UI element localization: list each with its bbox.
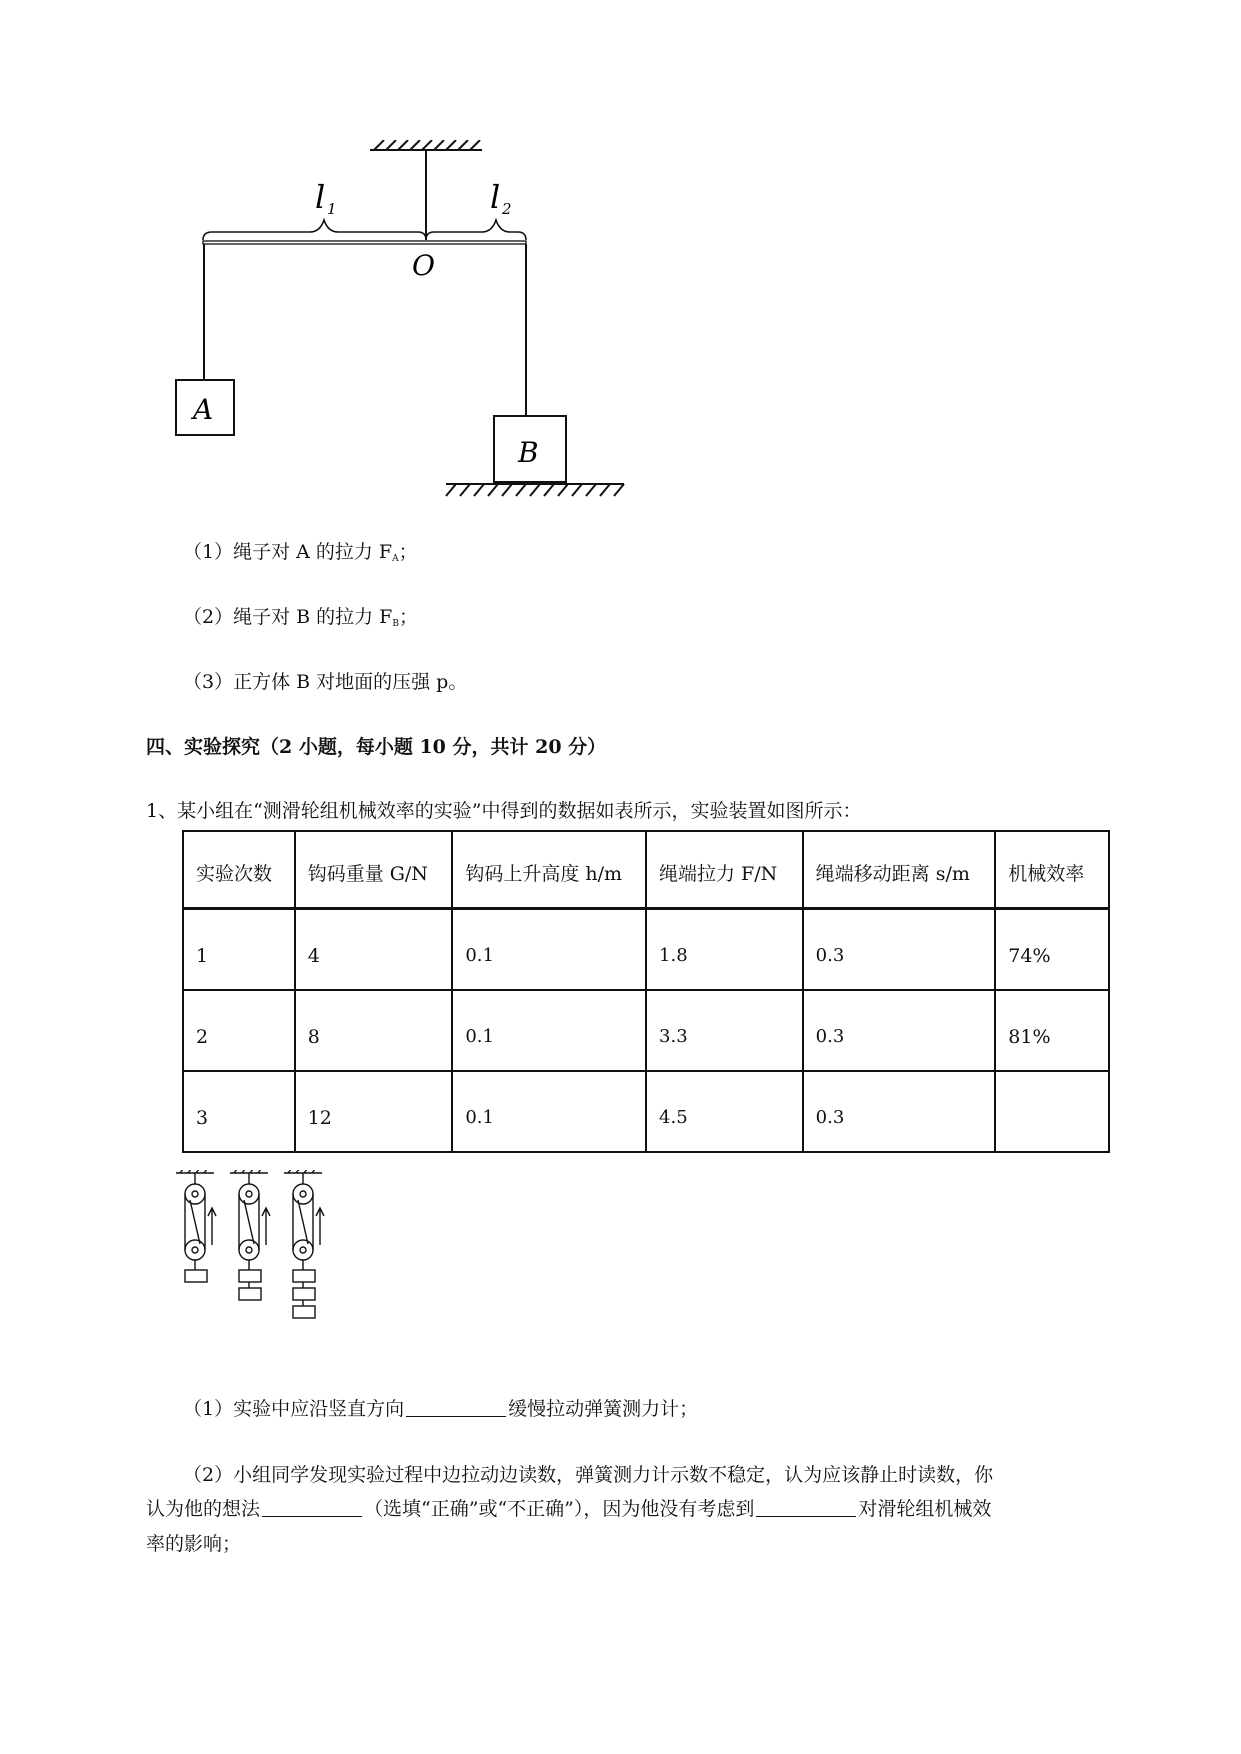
question-2-sub: B [392, 619, 399, 629]
lever-bar [203, 241, 526, 244]
header-weight: 钩码重量 G/N [295, 831, 453, 909]
table-cell: 0.3 [803, 1071, 996, 1152]
label-l2-sub: 2 [502, 200, 512, 218]
pulley-diagram [176, 1170, 346, 1360]
label-o: O [412, 249, 435, 282]
table-row [183, 909, 1109, 991]
label-a: A [193, 393, 214, 426]
lever-diagram [160, 140, 680, 520]
sub-question-1-after: 缓慢拉动弹簧测力计； [508, 1398, 699, 1420]
sub-question-2-after: 对滑轮组机械效 [858, 1498, 992, 1520]
sub-question-2-line-1: （2）小组同学发现实验过程中边拉动边读数，弹簧测力计示数不稳定，认为应该静止时读数，你 [183, 1464, 994, 1486]
question-3 [183, 671, 467, 693]
answer-blank-1[interactable] [406, 1400, 506, 1417]
answer-blank-2[interactable] [262, 1500, 362, 1517]
sub-question-2-line-3: 率的影响； [146, 1533, 242, 1555]
brace-l1 [203, 220, 426, 240]
question-2-end: ； [398, 606, 418, 628]
table-cell: 3.3 [646, 990, 803, 1071]
label-l2: l [490, 178, 501, 216]
table-cell: 81% [995, 990, 1109, 1071]
section-heading: 四、实验探究（2 小题，每小题 10 分，共计 20 分） [146, 736, 607, 758]
brace-l2 [426, 220, 526, 240]
table-cell [995, 1071, 1109, 1152]
sub-question-2-before: 认为他的想法 [146, 1498, 261, 1520]
label-l1: l [315, 178, 326, 216]
header-force: 绳端拉力 F/N [646, 831, 803, 909]
table-cell: 8 [295, 990, 453, 1071]
sub-question-2-middle: （选填“正确”或“不正确”），因为他没有考虑到 [364, 1498, 755, 1520]
question-1-end: ； [398, 541, 418, 563]
header-trial: 实验次数 [183, 831, 295, 909]
problem-intro: 1、某小组在“测滑轮组机械效率的实验”中得到的数据如表所示，实验装置如图所示： [146, 800, 862, 822]
table-cell: 1 [183, 909, 295, 991]
table-cell: 1.8 [646, 909, 803, 991]
question-2 [183, 606, 418, 635]
answer-blank-3[interactable] [756, 1500, 856, 1517]
ground [446, 484, 624, 496]
table-cell: 2 [183, 990, 295, 1071]
label-b: B [518, 436, 539, 469]
question-1-sub: A [392, 554, 399, 564]
pulley-setup-1 [176, 1170, 216, 1282]
pulley-setup-3 [284, 1170, 324, 1318]
sub-question-1 [183, 1398, 698, 1420]
question-1-text: （1）绳子对 A 的拉力 F [183, 541, 393, 563]
table-header-row [183, 831, 1109, 909]
ceiling-support [370, 140, 482, 240]
question-3-text: （3）正方体 B 对地面的压强 p。 [183, 671, 468, 693]
data-table [182, 830, 1110, 1153]
table-cell: 3 [183, 1071, 295, 1152]
table-cell: 12 [295, 1071, 453, 1152]
sub-question-1-before: （1）实验中应沿竖直方向 [183, 1398, 405, 1420]
table-cell: 0.3 [803, 990, 996, 1071]
table-cell: 0.3 [803, 909, 996, 991]
header-height: 钩码上升高度 h/m [452, 831, 646, 909]
table-cell: 0.1 [452, 990, 646, 1071]
table-cell: 4 [295, 909, 453, 991]
table-row [183, 1071, 1109, 1152]
table-cell: 4.5 [646, 1071, 803, 1152]
header-distance: 绳端移动距离 s/m [803, 831, 996, 909]
pulley-setup-2 [230, 1170, 270, 1300]
sub-question-2-line-2 [146, 1498, 991, 1520]
question-2-text: （2）绳子对 B 的拉力 F [183, 606, 393, 628]
table-cell: 74% [995, 909, 1109, 991]
table-cell: 0.1 [452, 909, 646, 991]
label-l1-sub: 1 [327, 200, 337, 218]
header-efficiency: 机械效率 [995, 831, 1109, 909]
question-1 [183, 541, 418, 570]
table-cell: 0.1 [452, 1071, 646, 1152]
table-row [183, 990, 1109, 1071]
